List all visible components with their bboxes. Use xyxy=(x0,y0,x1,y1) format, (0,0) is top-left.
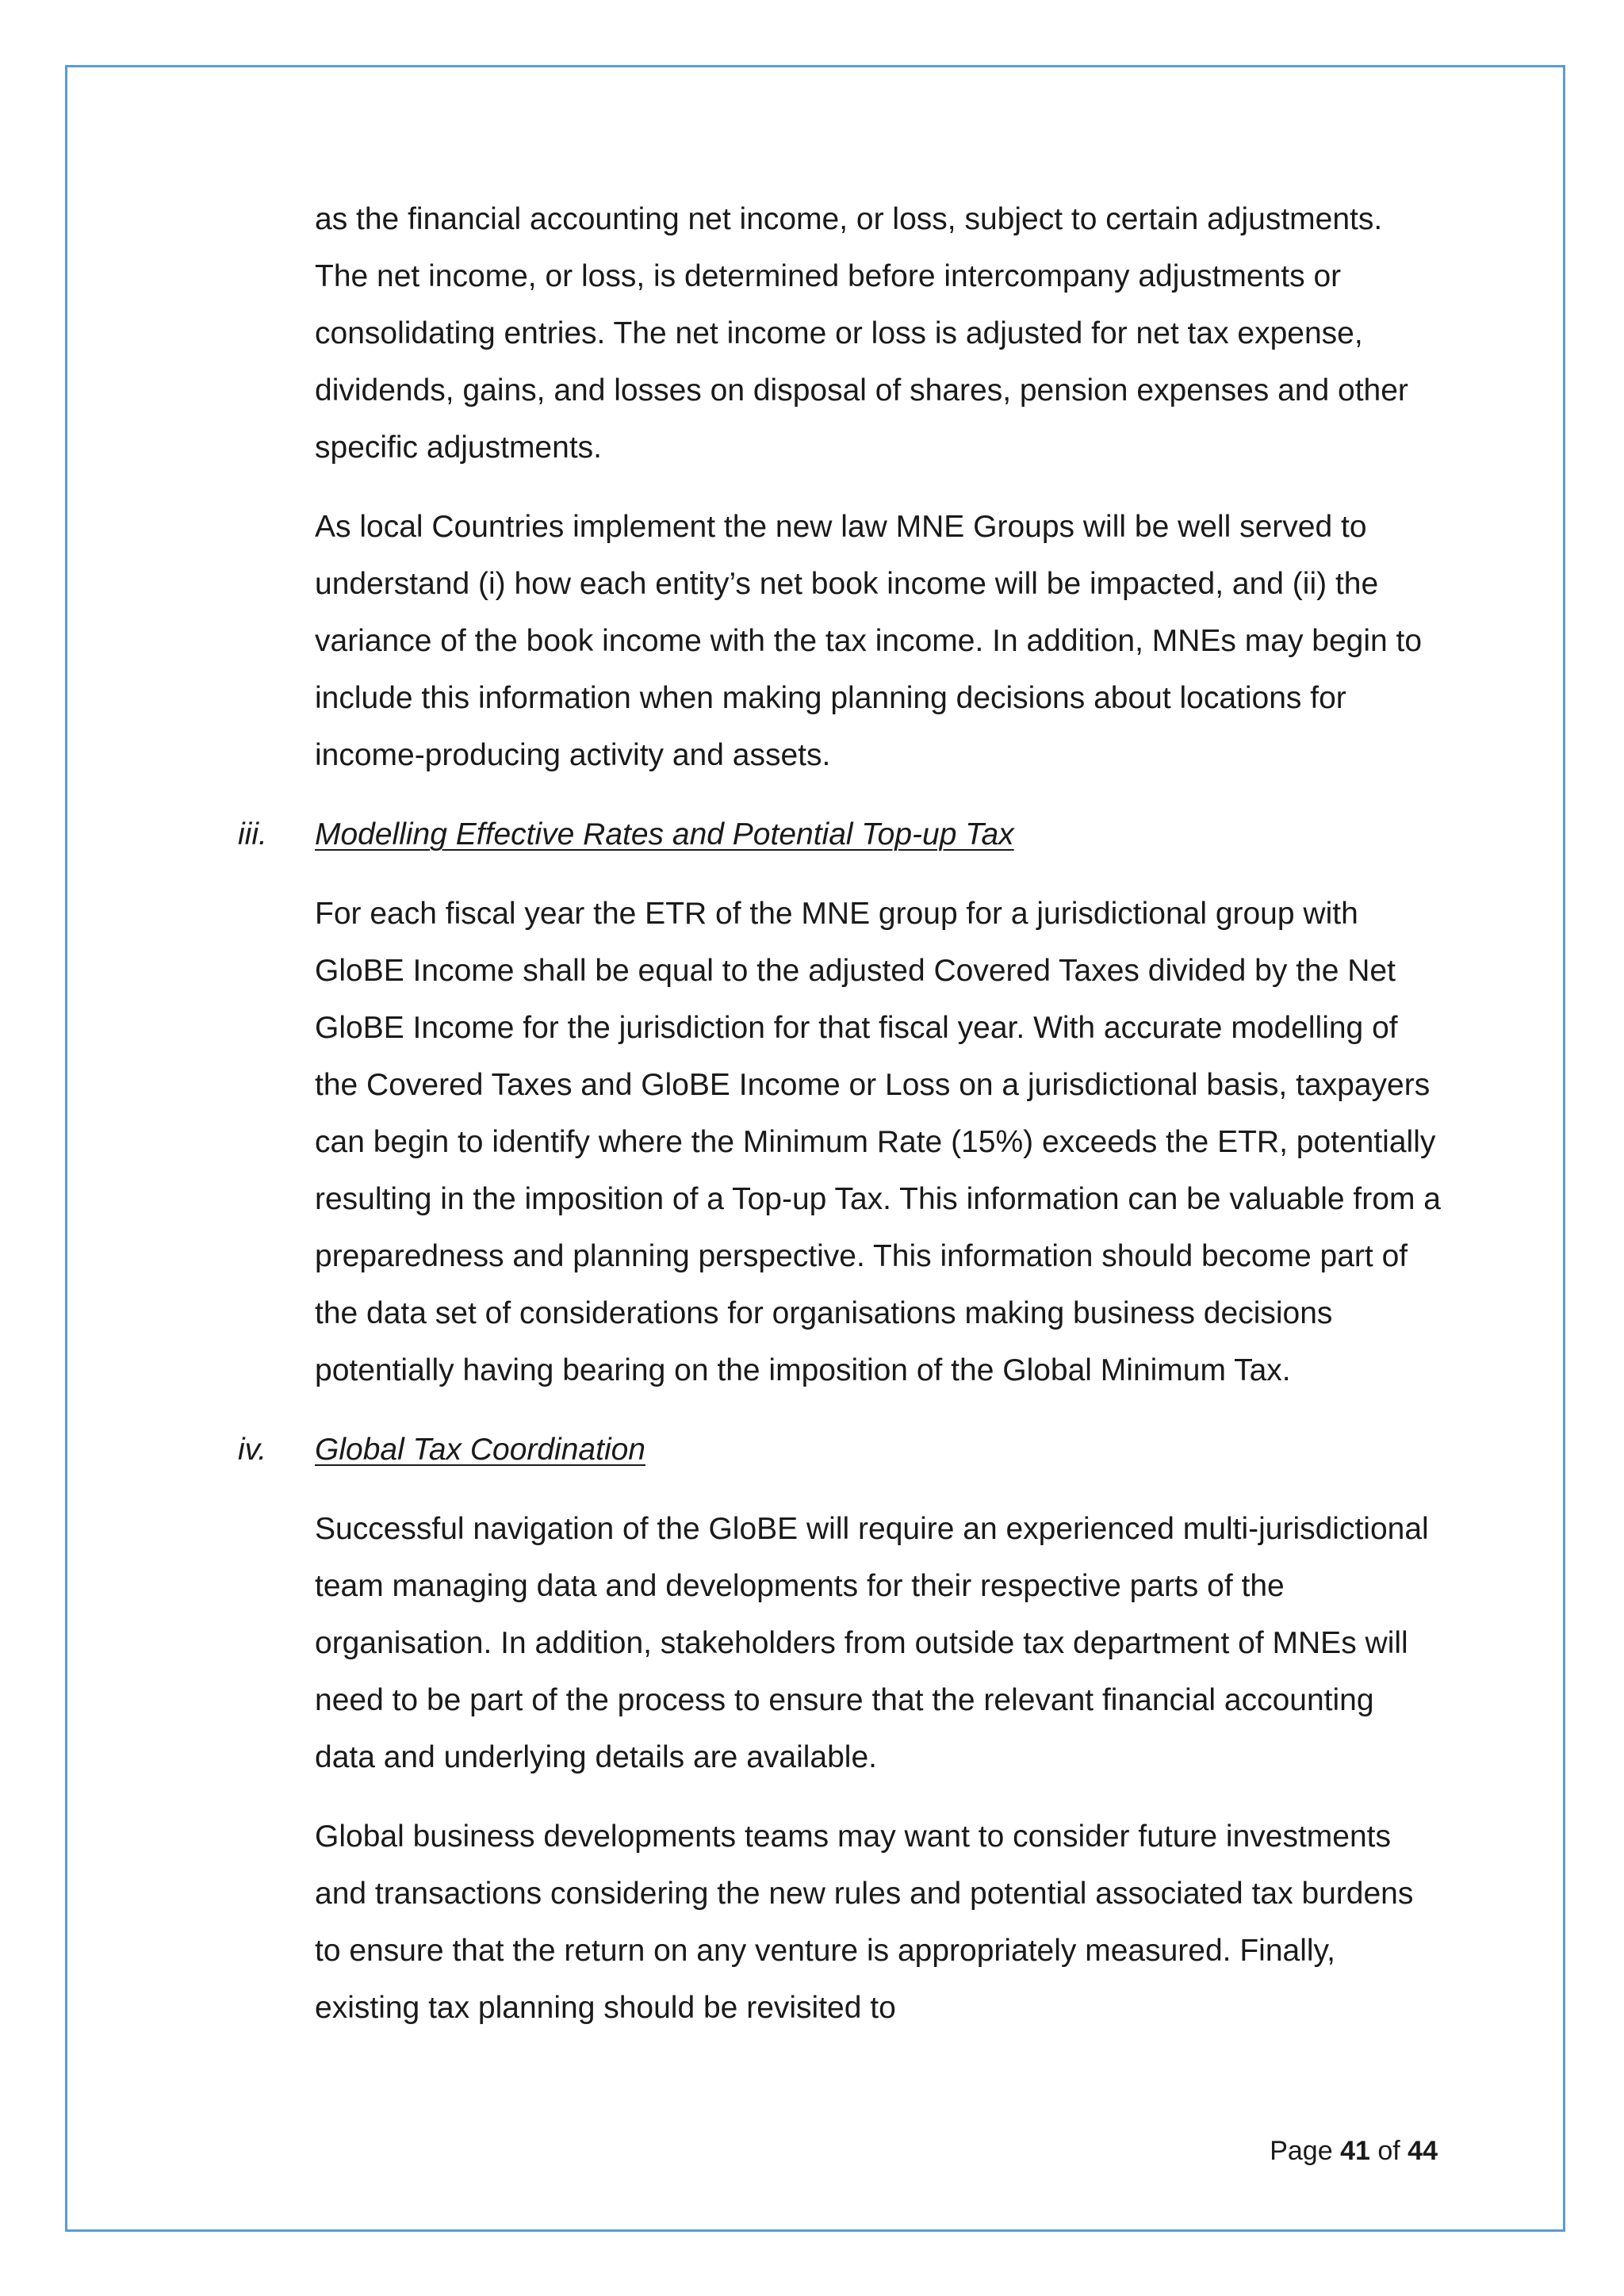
section-number: iii. xyxy=(238,817,267,851)
intro-section xyxy=(315,191,1441,784)
of-word: of xyxy=(1377,2136,1400,2166)
page-number: 41 xyxy=(1340,2136,1370,2166)
section-iii-body xyxy=(315,886,1441,1399)
paragraph: As local Countries implement the new law MNE Groups will be well served to understand (i) how each entity’s net book income will be impacted, and (ii) the variance of the book income with the tax income. In addition, MNEs may begin to include this information when making planning decisions about locations for income-producing activity and assets. xyxy=(315,510,1423,772)
paragraph: Global business developments teams may want to consider future investments and transactions considering the new rules and potential associated tax burdens to ensure that the return on any venture is appropriately measured. Finally, existing tax planning should be revisited to xyxy=(315,1820,1414,2025)
section-iv-body xyxy=(315,1501,1441,2037)
page-footer xyxy=(1110,2135,1438,2167)
section-title: Global Tax Coordination xyxy=(315,1433,645,1467)
section-number: iv. xyxy=(238,1433,267,1467)
total-pages: 44 xyxy=(1408,2136,1438,2166)
section-heading-iv xyxy=(238,1422,1443,1479)
section-heading-iii xyxy=(238,806,1443,863)
section-title: Modelling Effective Rates and Potential Top-up Tax xyxy=(315,817,1014,851)
paragraph: For each fiscal year the ETR of the MNE group for a jurisdictional group with GloBE Income shall be equal to the adjusted Covered Taxes divided by the Net GloBE Income for the jurisdiction for that fiscal year. With accurate modelling of the Covered Taxes and GloBE Income or Loss on a jurisdictional basis, taxpayers can begin to identify where the Minimum Rate (15%) exceeds the ETR, potentially resulting in the imposition of a Top-up Tax. This information can be valuable from a preparedness and planning perspective. This information should become part of the data set of considerations for organisations making business decisions potentially having bearing on the imposition of the Global Minimum Tax. xyxy=(315,897,1441,1387)
document-body xyxy=(238,191,1443,2059)
paragraph: Successful navigation of the GloBE will require an experienced multi-jurisdictional team managing data and developments for their respective parts of the organisation. In addition, stakeholders from outside tax department of MNEs will need to be part of the process to ensure that the relevant financial accounting data and underlying details are available. xyxy=(315,1512,1429,1774)
page-word: Page xyxy=(1270,2136,1333,2166)
paragraph: as the financial accounting net income, or loss, subject to certain adjustments. The net income, or loss, is determined before intercompany adjustments or consolidating entries. The net income or loss is adjusted for net tax expense, dividends, gains, and losses on disposal of shares, pension expenses and other specific adjustments. xyxy=(315,202,1408,465)
